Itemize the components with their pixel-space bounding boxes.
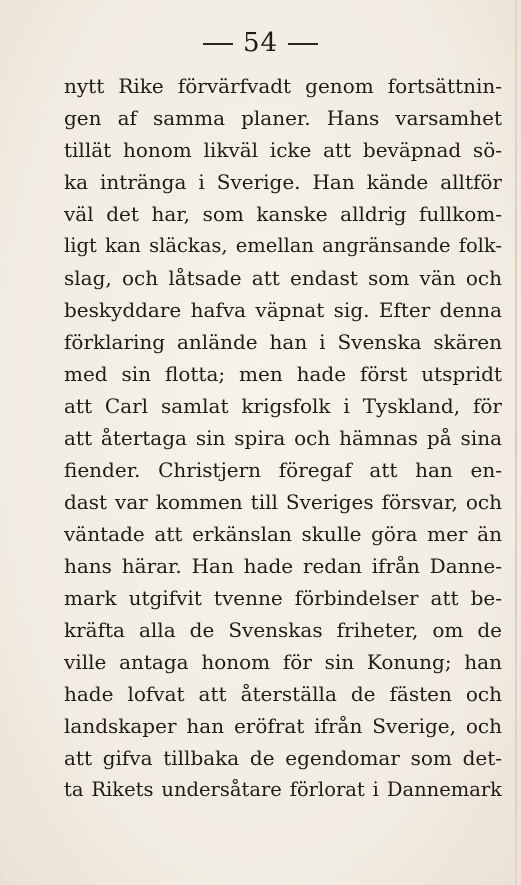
page-edge-shadow (515, 0, 517, 885)
text-line: tillät honom likväl icke att beväpnad sö- (64, 138, 502, 162)
text-line: ligt kan släckas, emellan angränsande folk- (64, 234, 502, 257)
text-line: hans härar. Han hade redan ifrån Danne- (64, 554, 502, 578)
text-line: slag, och låtsade att endast som vän och (64, 266, 502, 290)
text-line: landskaper han eröfrat ifrån Sverige, och (64, 714, 502, 738)
text-line: ville antaga honom för sin Konung; han (64, 650, 502, 674)
text-line: väntade att erkänslan skulle göra mer än (64, 522, 502, 546)
header-dash-right (288, 43, 318, 45)
text-line: nytt Rike förvärfvadt genom fortsättnin- (64, 74, 502, 98)
text-line: ka inträngа i Sverige. Han kände alltför (64, 170, 502, 194)
text-line: dast var kommen till Sveriges försvar, och (64, 490, 502, 514)
page-number: 54 (242, 28, 279, 58)
text-line: mark utgifvit tvenne förbindelser att be- (64, 586, 502, 610)
text-line: att gifva tillbaka de egendomar som det- (64, 746, 502, 770)
text-line: med sin flotta; men hade först utspridt (64, 362, 502, 386)
text-line: väl det har, som kanske alldrig fullkom- (64, 202, 502, 226)
page-header (0, 30, 521, 56)
text-line: förklaring anlände han i Svenska skären (64, 330, 502, 354)
text-line: hade lofvat att återställa de fästen och (64, 682, 502, 706)
header-dash-left (203, 43, 233, 45)
text-line: att återtaga sin spira och hämnas på sina (64, 426, 502, 450)
text-line: fiender. Christjern föregaf att han en- (64, 458, 502, 482)
text-line: att Carl samlat krigsfolk i Tyskland, för (64, 394, 502, 418)
text-line: kräfta alla de Svenskas friheter, om de (64, 618, 502, 642)
text-line: gen af samma planer. Hans varsamhet (64, 106, 502, 130)
text-line: beskyddare hafva väpnat sig. Efter denna (64, 298, 502, 322)
body-text (64, 70, 502, 806)
text-line: ta Rikets undersåtare förlorat i Dannemark (64, 778, 502, 801)
